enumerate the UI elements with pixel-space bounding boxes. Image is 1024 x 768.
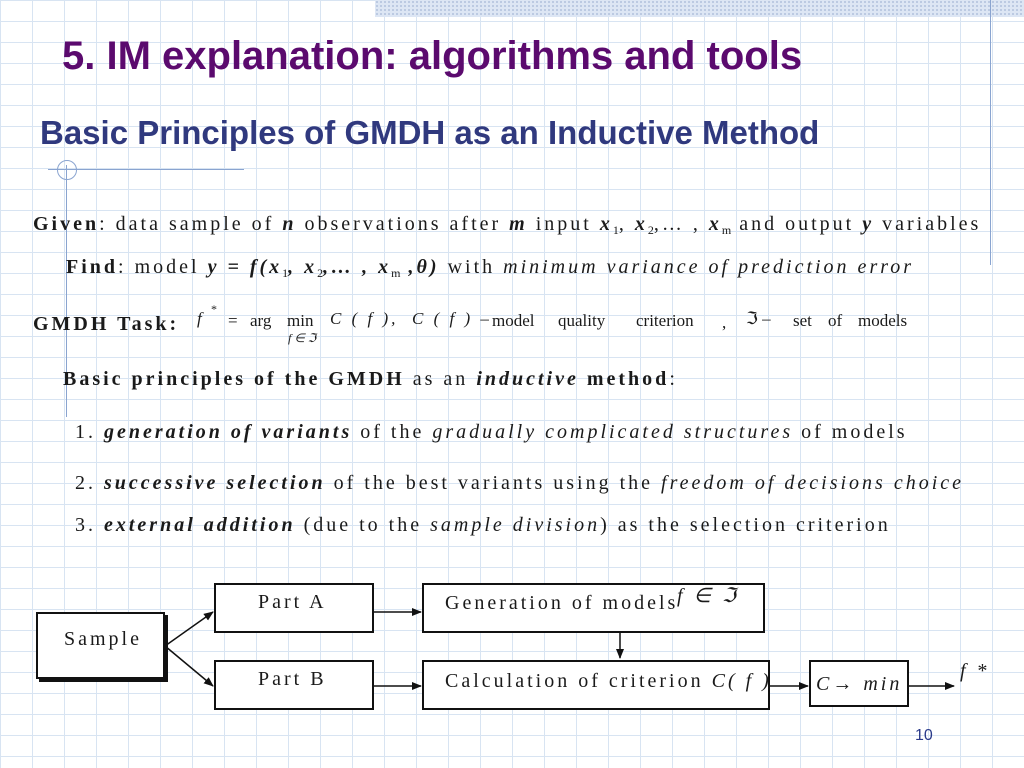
- formula-f: f: [197, 309, 202, 328]
- generation-box: [422, 583, 765, 633]
- find-goal: minimum variance of prediction error: [503, 256, 915, 278]
- formula-star: *: [211, 302, 217, 316]
- sample-label: Sample: [64, 628, 142, 650]
- formula-min: min: [287, 311, 314, 330]
- sample-box: [36, 612, 165, 679]
- calculation-label: Calculation of criterion C( f ): [445, 670, 772, 692]
- principles-heading: Basic principles of the GMDH as an inductive method:: [63, 368, 678, 390]
- part-b-label: Part B: [258, 668, 327, 690]
- part-a-box: [214, 583, 374, 633]
- formula-subscript: f ∈ ℑ: [288, 331, 317, 345]
- decorative-horizontal-line: [48, 169, 244, 170]
- formula-equals: =: [228, 311, 238, 330]
- part-b-box: [214, 660, 374, 710]
- optimal-model-output: f *: [960, 660, 990, 682]
- min-criterion-box: [809, 660, 909, 707]
- find-label: Find: [66, 256, 119, 278]
- min-criterion-label: C→ min: [816, 673, 903, 695]
- generation-label: Generation of models: [445, 592, 679, 614]
- var-m: m: [509, 213, 528, 235]
- find-statement: Find: model $y = f(x_1$, $x_2,\dots$ , $x_m$ ,θ) with minimum variance of prediction error: [66, 256, 915, 280]
- task-label: GMDH Task:: [33, 313, 180, 335]
- var-n: n: [282, 213, 297, 235]
- var-y: y: [862, 213, 875, 235]
- arrow-sample-to-part-a: [165, 612, 213, 646]
- arrow-sample-to-part-b: [165, 646, 213, 686]
- page-number: 10: [915, 727, 933, 744]
- principle-item-1: 1. generation of variants of the gradually complicated structures of models: [75, 421, 908, 443]
- decorative-vertical-line: [990, 0, 991, 265]
- formula-criterion: C ( f ),: [330, 309, 399, 328]
- formula-set-symbol: ℑ –: [746, 309, 771, 328]
- formula-arg: arg: [250, 311, 272, 330]
- decorative-crosshair: [57, 160, 77, 180]
- principle-item-2: 2. successive selection of the best variants using the freedom of decisions choice: [75, 472, 965, 494]
- given-statement: Given: data sample of n observations after m input $x_1$, $x_2,\dots$ , $x_m$ and output y variables: [33, 213, 982, 237]
- calculation-box: [422, 660, 770, 710]
- part-a-label: Part A: [258, 591, 327, 613]
- top-decorative-band: [375, 0, 1024, 17]
- principle-item-3: 3. external addition (due to the sample division) as the selection criterion: [75, 514, 891, 536]
- slide-subtitle: Basic Principles of GMDH as an Inductive Method: [40, 114, 820, 151]
- generation-math: f ∈ ℑ: [677, 585, 739, 607]
- formula-criterion-def: C ( f ) –: [412, 309, 492, 328]
- slide-title: 5. IM explanation: algorithms and tools: [62, 34, 803, 78]
- given-label: Given: [33, 213, 100, 235]
